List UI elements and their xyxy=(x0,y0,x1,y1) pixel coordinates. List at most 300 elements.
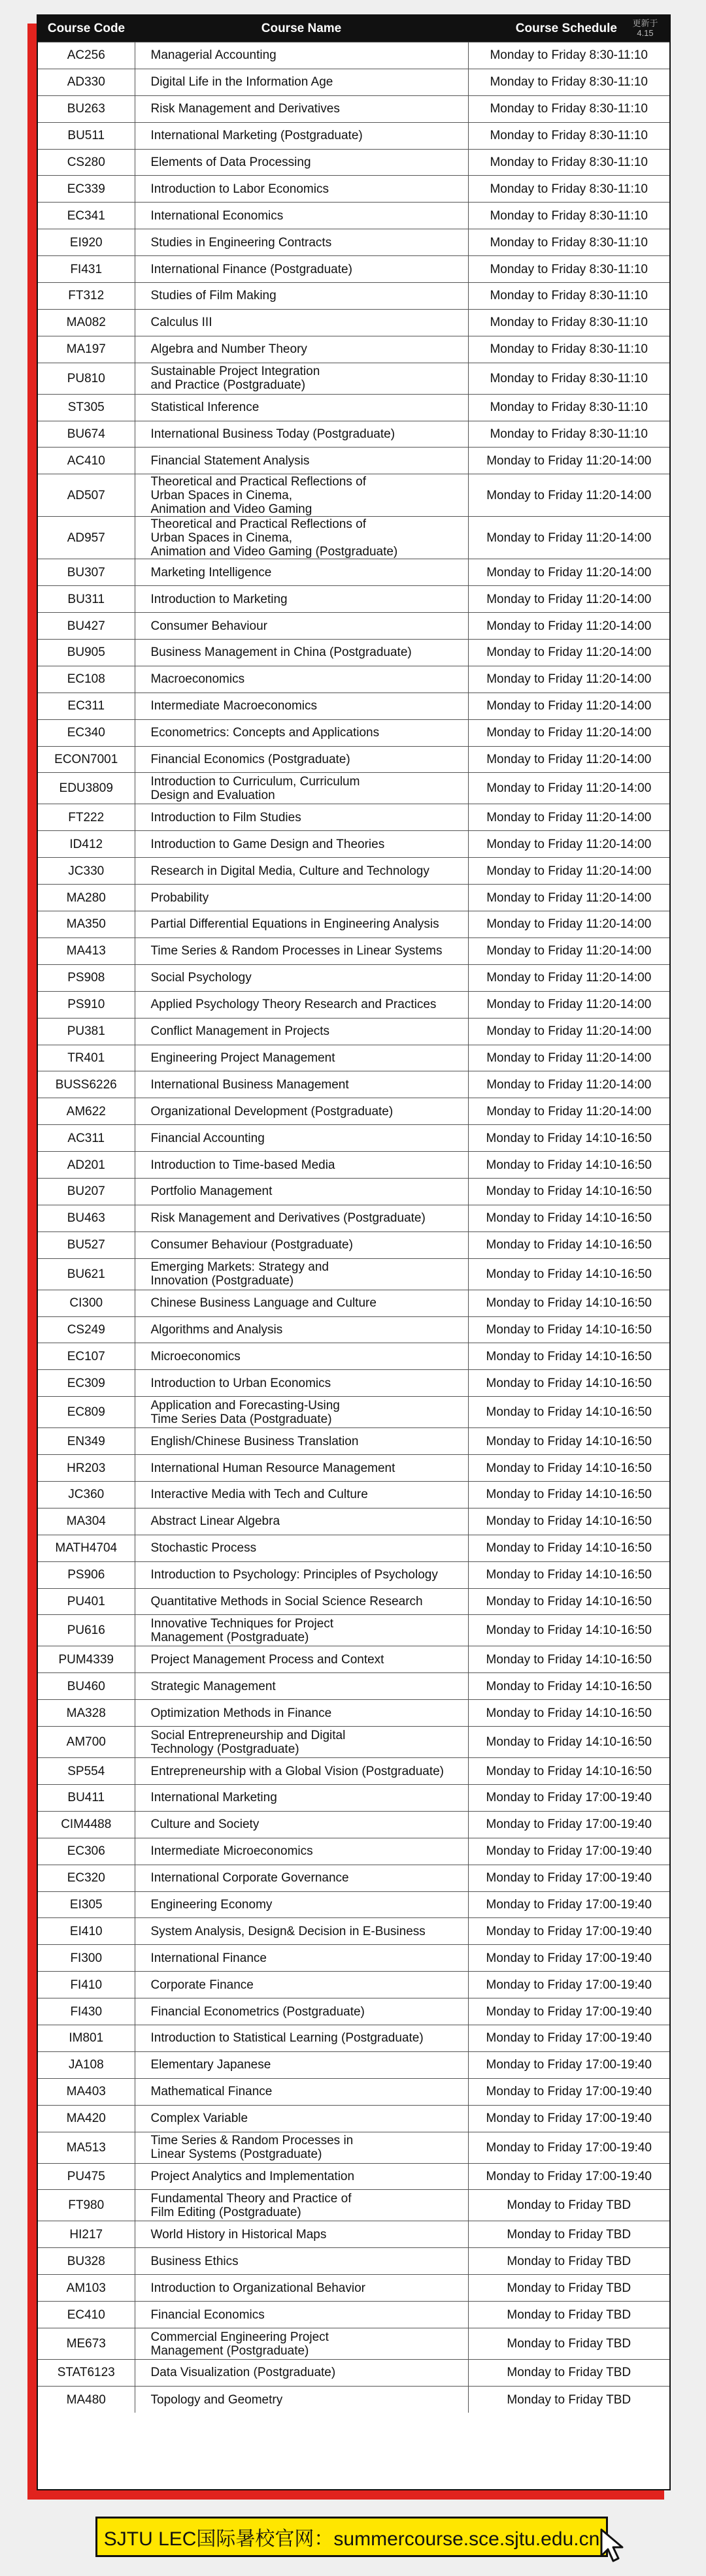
table-row xyxy=(38,1258,669,1290)
course-schedule-cell: Monday to Friday 17:00-19:40 xyxy=(468,1784,669,1811)
course-code-cell: EI305 xyxy=(38,1891,135,1918)
course-code-cell: EC320 xyxy=(38,1865,135,1891)
table-row xyxy=(38,586,669,613)
banner-text: SJTU LEC国际暑校官网：summercourse.sce.sjtu.edu.cn xyxy=(103,2528,600,2550)
course-schedule-cell: Monday to Friday 14:10-16:50 xyxy=(468,1370,669,1397)
course-code-cell: MA480 xyxy=(38,2386,135,2413)
red-accent-bottom xyxy=(27,2490,664,2500)
course-schedule-cell: Monday to Friday 11:20-14:00 xyxy=(468,746,669,773)
table-row xyxy=(38,2328,669,2360)
table-row xyxy=(38,773,669,804)
course-name-cell: Financial Accounting xyxy=(135,1125,468,1152)
course-code-cell: BU427 xyxy=(38,613,135,640)
table-row xyxy=(38,122,669,149)
course-name-cell: Chinese Business Language and Culture xyxy=(135,1290,468,1316)
course-schedule-cell: Monday to Friday 8:30-11:10 xyxy=(468,256,669,283)
course-code-cell: STAT6123 xyxy=(38,2360,135,2387)
course-code-cell: ID412 xyxy=(38,831,135,858)
course-name-cell: Introduction to Marketing xyxy=(135,586,468,613)
course-name-cell: Social Psychology xyxy=(135,964,468,991)
course-name-cell: Corporate Finance xyxy=(135,1972,468,1998)
course-name-cell: Project Analytics and Implementation xyxy=(135,2163,468,2190)
course-schedule-cell: Monday to Friday 11:20-14:00 xyxy=(468,858,669,885)
course-code-cell: MA197 xyxy=(38,336,135,363)
course-schedule-cell: Monday to Friday TBD xyxy=(468,2360,669,2387)
course-schedule-cell: Monday to Friday 11:20-14:00 xyxy=(468,911,669,938)
course-name-cell: Abstract Linear Algebra xyxy=(135,1508,468,1535)
course-code-cell: EC341 xyxy=(38,203,135,229)
table-row xyxy=(38,1481,669,1508)
course-schedule-cell: Monday to Friday 17:00-19:40 xyxy=(468,2132,669,2163)
table-row xyxy=(38,1508,669,1535)
course-name-cell: Digital Life in the Information Age xyxy=(135,69,468,95)
course-code-cell: IM801 xyxy=(38,2025,135,2052)
course-code-cell: BU527 xyxy=(38,1231,135,1258)
website-banner[interactable] xyxy=(95,2517,608,2557)
course-code-cell: EC339 xyxy=(38,176,135,203)
course-schedule-cell: Monday to Friday 8:30-11:10 xyxy=(468,309,669,336)
table-row xyxy=(38,1205,669,1231)
course-code-cell: AC311 xyxy=(38,1125,135,1152)
course-schedule-cell: Monday to Friday 11:20-14:00 xyxy=(468,831,669,858)
course-code-cell: MATH4704 xyxy=(38,1535,135,1561)
course-schedule-cell: Monday to Friday TBD xyxy=(468,2302,669,2328)
course-name-cell: Elements of Data Processing xyxy=(135,149,468,176)
course-name-cell: Stochastic Process xyxy=(135,1535,468,1561)
course-schedule-cell: Monday to Friday 11:20-14:00 xyxy=(468,991,669,1018)
course-name-cell: Consumer Behaviour xyxy=(135,613,468,640)
course-name-cell: Introduction to Statistical Learning (Postgraduate) xyxy=(135,2025,468,2052)
course-schedule-cell: Monday to Friday 8:30-11:10 xyxy=(468,336,669,363)
table-row xyxy=(38,666,669,693)
course-name-cell: Probability xyxy=(135,885,468,911)
course-name-cell: Studies in Engineering Contracts xyxy=(135,229,468,256)
table-row xyxy=(38,1370,669,1397)
table-row xyxy=(38,2163,669,2190)
course-code-cell: BU307 xyxy=(38,559,135,586)
course-schedule-cell: Monday to Friday 11:20-14:00 xyxy=(468,693,669,719)
course-schedule-cell: Monday to Friday 14:10-16:50 xyxy=(468,1258,669,1290)
course-name-cell: Econometrics: Concepts and Applications xyxy=(135,719,468,746)
table-row xyxy=(38,363,669,394)
course-schedule-cell: Monday to Friday 14:10-16:50 xyxy=(468,1758,669,1785)
course-schedule-cell: Monday to Friday 17:00-19:40 xyxy=(468,2078,669,2105)
course-name-cell: Financial Econometrics (Postgraduate) xyxy=(135,1998,468,2025)
course-schedule-cell: Monday to Friday TBD xyxy=(468,2248,669,2275)
course-code-cell: ST305 xyxy=(38,394,135,421)
table-row xyxy=(38,1891,669,1918)
course-schedule-cell: Monday to Friday 11:20-14:00 xyxy=(468,559,669,586)
course-schedule-cell: Monday to Friday 11:20-14:00 xyxy=(468,885,669,911)
table-row xyxy=(38,336,669,363)
header-course-name: Course Name xyxy=(135,16,468,42)
course-schedule-cell: Monday to Friday 14:10-16:50 xyxy=(468,1561,669,1588)
table-row xyxy=(38,1972,669,1998)
course-name-cell: Business Ethics xyxy=(135,2248,468,2275)
course-schedule-cell: Monday to Friday 14:10-16:50 xyxy=(468,1535,669,1561)
course-code-cell: BU263 xyxy=(38,95,135,122)
table-row xyxy=(38,2025,669,2052)
course-code-cell: CS249 xyxy=(38,1316,135,1343)
course-name-cell: International Business Management xyxy=(135,1071,468,1098)
course-schedule-cell: Monday to Friday 14:10-16:50 xyxy=(468,1455,669,1482)
course-schedule-cell: Monday to Friday 14:10-16:50 xyxy=(468,1397,669,1428)
course-name-cell: Introduction to Organizational Behavior xyxy=(135,2275,468,2302)
table-row xyxy=(38,964,669,991)
table-row xyxy=(38,1018,669,1045)
course-schedule-cell: Monday to Friday 11:20-14:00 xyxy=(468,773,669,804)
table-row xyxy=(38,991,669,1018)
course-name-cell: Application and Forecasting-Using Time Series Data (Postgraduate) xyxy=(135,1397,468,1428)
course-name-cell: Social Entrepreneurship and Digital Technology (Postgraduate) xyxy=(135,1727,468,1758)
table-row xyxy=(38,1231,669,1258)
course-name-cell: Complex Variable xyxy=(135,2105,468,2132)
course-code-cell: AM622 xyxy=(38,1098,135,1125)
table-row xyxy=(38,693,669,719)
course-name-cell: International Human Resource Management xyxy=(135,1455,468,1482)
course-table-card xyxy=(37,14,671,2490)
course-code-cell: EC309 xyxy=(38,1370,135,1397)
table-row xyxy=(38,474,669,517)
header-schedule-label: Course Schedule xyxy=(515,22,617,35)
header-course-code: Course Code xyxy=(38,16,135,42)
course-schedule-cell: Monday to Friday 17:00-19:40 xyxy=(468,2105,669,2132)
table-row xyxy=(38,1673,669,1700)
course-schedule-cell: Monday to Friday 17:00-19:40 xyxy=(468,2163,669,2190)
course-name-cell: International Marketing xyxy=(135,1784,468,1811)
table-row xyxy=(38,2302,669,2328)
course-code-cell: AC256 xyxy=(38,42,135,69)
course-schedule-cell: Monday to Friday 11:20-14:00 xyxy=(468,1018,669,1045)
course-code-cell: FI410 xyxy=(38,1972,135,1998)
table-row xyxy=(38,229,669,256)
updated-note: 更新于 4.15 xyxy=(632,18,658,38)
table-row xyxy=(38,1918,669,1945)
table-row xyxy=(38,1290,669,1316)
course-schedule-cell: Monday to Friday 17:00-19:40 xyxy=(468,1865,669,1891)
course-name-cell: Macroeconomics xyxy=(135,666,468,693)
course-name-cell: Risk Management and Derivatives xyxy=(135,95,468,122)
table-row xyxy=(38,1811,669,1838)
course-name-cell: Algorithms and Analysis xyxy=(135,1316,468,1343)
course-name-cell: Consumer Behaviour (Postgraduate) xyxy=(135,1231,468,1258)
course-name-cell: Mathematical Finance xyxy=(135,2078,468,2105)
header-course-schedule xyxy=(468,16,669,42)
table-row xyxy=(38,1152,669,1179)
table-row xyxy=(38,1045,669,1071)
table-row xyxy=(38,559,669,586)
course-name-cell: Research in Digital Media, Culture and Technology xyxy=(135,858,468,885)
table-row xyxy=(38,283,669,310)
table-row xyxy=(38,95,669,122)
course-code-cell: MA413 xyxy=(38,937,135,964)
course-name-cell: International Marketing (Postgraduate) xyxy=(135,122,468,149)
course-code-cell: JC360 xyxy=(38,1481,135,1508)
course-code-cell: AM700 xyxy=(38,1727,135,1758)
course-code-cell: AD330 xyxy=(38,69,135,95)
course-code-cell: SP554 xyxy=(38,1758,135,1785)
course-name-cell: Data Visualization (Postgraduate) xyxy=(135,2360,468,2387)
course-name-cell: Optimization Methods in Finance xyxy=(135,1700,468,1727)
course-name-cell: Conflict Management in Projects xyxy=(135,1018,468,1045)
table-row xyxy=(38,1865,669,1891)
course-schedule-cell: Monday to Friday 14:10-16:50 xyxy=(468,1615,669,1646)
course-schedule-cell: Monday to Friday 8:30-11:10 xyxy=(468,95,669,122)
course-name-cell: Time Series & Random Processes in Linear Systems xyxy=(135,937,468,964)
course-code-cell: PUM4339 xyxy=(38,1646,135,1673)
course-code-cell: EC306 xyxy=(38,1838,135,1865)
course-schedule-cell: Monday to Friday 17:00-19:40 xyxy=(468,1838,669,1865)
course-code-cell: EC809 xyxy=(38,1397,135,1428)
course-name-cell: Introduction to Curriculum, Curriculum Design and Evaluation xyxy=(135,773,468,804)
course-name-cell: Intermediate Macroeconomics xyxy=(135,693,468,719)
table-row xyxy=(38,1945,669,1972)
course-code-cell: FT312 xyxy=(38,283,135,310)
course-name-cell: Portfolio Management xyxy=(135,1178,468,1205)
course-code-cell: AC410 xyxy=(38,448,135,474)
course-schedule-cell: Monday to Friday 17:00-19:40 xyxy=(468,1918,669,1945)
course-schedule-cell: Monday to Friday 14:10-16:50 xyxy=(468,1673,669,1700)
table-row xyxy=(38,2078,669,2105)
table-row xyxy=(38,1343,669,1370)
course-schedule-cell: Monday to Friday 14:10-16:50 xyxy=(468,1428,669,1455)
course-name-cell: Theoretical and Practical Reflections of Urban Spaces in Cinema, Animation and Video Gaming xyxy=(135,474,468,517)
table-row xyxy=(38,448,669,474)
course-name-cell: Risk Management and Derivatives (Postgraduate) xyxy=(135,1205,468,1231)
course-schedule-cell: Monday to Friday 11:20-14:00 xyxy=(468,666,669,693)
table-row xyxy=(38,2105,669,2132)
table-row xyxy=(38,2360,669,2387)
course-schedule-cell: Monday to Friday 17:00-19:40 xyxy=(468,1891,669,1918)
course-code-cell: HR203 xyxy=(38,1455,135,1482)
course-schedule-cell: Monday to Friday 11:20-14:00 xyxy=(468,804,669,831)
course-name-cell: Culture and Society xyxy=(135,1811,468,1838)
course-code-cell: CIM4488 xyxy=(38,1811,135,1838)
course-schedule-cell: Monday to Friday TBD xyxy=(468,2221,669,2248)
course-name-cell: Commercial Engineering Project Management (Postgraduate) xyxy=(135,2328,468,2360)
course-code-cell: BU460 xyxy=(38,1673,135,1700)
course-schedule-cell: Monday to Friday 17:00-19:40 xyxy=(468,1972,669,1998)
course-schedule-cell: Monday to Friday 11:20-14:00 xyxy=(468,586,669,613)
course-code-cell: MA513 xyxy=(38,2132,135,2163)
table-row xyxy=(38,640,669,666)
course-code-cell: FT980 xyxy=(38,2190,135,2221)
course-schedule-cell: Monday to Friday 11:20-14:00 xyxy=(468,474,669,517)
table-row xyxy=(38,421,669,448)
table-row xyxy=(38,1615,669,1646)
table-row xyxy=(38,394,669,421)
course-code-cell: JA108 xyxy=(38,2051,135,2078)
course-name-cell: Algebra and Number Theory xyxy=(135,336,468,363)
course-name-cell: Interactive Media with Tech and Culture xyxy=(135,1481,468,1508)
table-row xyxy=(38,1588,669,1615)
course-code-cell: CS280 xyxy=(38,149,135,176)
course-name-cell: Managerial Accounting xyxy=(135,42,468,69)
course-code-cell: EC108 xyxy=(38,666,135,693)
course-name-cell: Intermediate Microeconomics xyxy=(135,1838,468,1865)
course-schedule-cell: Monday to Friday 11:20-14:00 xyxy=(468,640,669,666)
table-row xyxy=(38,1428,669,1455)
course-code-cell: MA280 xyxy=(38,885,135,911)
table-row xyxy=(38,2051,669,2078)
course-name-cell: Introduction to Labor Economics xyxy=(135,176,468,203)
table-row xyxy=(38,1098,669,1125)
course-name-cell: World History in Historical Maps xyxy=(135,2221,468,2248)
course-table-body xyxy=(38,42,669,2413)
table-row xyxy=(38,613,669,640)
course-name-cell: Introduction to Film Studies xyxy=(135,804,468,831)
table-row xyxy=(38,746,669,773)
course-code-cell: EC340 xyxy=(38,719,135,746)
course-code-cell: PS906 xyxy=(38,1561,135,1588)
table-row xyxy=(38,1561,669,1588)
course-schedule-cell: Monday to Friday 14:10-16:50 xyxy=(468,1205,669,1231)
course-name-cell: Business Management in China (Postgraduate) xyxy=(135,640,468,666)
course-schedule-cell: Monday to Friday 14:10-16:50 xyxy=(468,1700,669,1727)
course-schedule-cell: Monday to Friday 8:30-11:10 xyxy=(468,176,669,203)
table-row xyxy=(38,2386,669,2413)
course-schedule-cell: Monday to Friday TBD xyxy=(468,2275,669,2302)
course-code-cell: AD201 xyxy=(38,1152,135,1179)
course-schedule-cell: Monday to Friday 8:30-11:10 xyxy=(468,122,669,149)
course-code-cell: MA420 xyxy=(38,2105,135,2132)
course-code-cell: BU328 xyxy=(38,2248,135,2275)
course-schedule-cell: Monday to Friday 14:10-16:50 xyxy=(468,1316,669,1343)
course-name-cell: Innovative Techniques for Project Management (Postgraduate) xyxy=(135,1615,468,1646)
table-row xyxy=(38,1758,669,1785)
course-name-cell: Calculus III xyxy=(135,309,468,336)
course-name-cell: English/Chinese Business Translation xyxy=(135,1428,468,1455)
table-row xyxy=(38,2275,669,2302)
course-name-cell: Sustainable Project Integration and Practice (Postgraduate) xyxy=(135,363,468,394)
table-row xyxy=(38,256,669,283)
course-schedule-cell: Monday to Friday 14:10-16:50 xyxy=(468,1727,669,1758)
course-code-cell: PS908 xyxy=(38,964,135,991)
course-name-cell: System Analysis, Design& Decision in E-Business xyxy=(135,1918,468,1945)
course-code-cell: BU621 xyxy=(38,1258,135,1290)
table-row xyxy=(38,937,669,964)
course-code-cell: PU381 xyxy=(38,1018,135,1045)
course-name-cell: Engineering Project Management xyxy=(135,1045,468,1071)
table-row xyxy=(38,2248,669,2275)
table-row xyxy=(38,1178,669,1205)
course-name-cell: International Corporate Governance xyxy=(135,1865,468,1891)
course-name-cell: Project Management Process and Context xyxy=(135,1646,468,1673)
course-name-cell: Introduction to Urban Economics xyxy=(135,1370,468,1397)
course-name-cell: Introduction to Time-based Media xyxy=(135,1152,468,1179)
course-code-cell: EC311 xyxy=(38,693,135,719)
course-name-cell: Financial Statement Analysis xyxy=(135,448,468,474)
table-row xyxy=(38,858,669,885)
course-name-cell: International Finance xyxy=(135,1945,468,1972)
course-name-cell: Marketing Intelligence xyxy=(135,559,468,586)
course-schedule-cell: Monday to Friday 17:00-19:40 xyxy=(468,2051,669,2078)
course-name-cell: Theoretical and Practical Reflections of Urban Spaces in Cinema, Animation and Video Gaming (Postgraduate) xyxy=(135,517,468,559)
course-code-cell: BU411 xyxy=(38,1784,135,1811)
course-schedule-cell: Monday to Friday 11:20-14:00 xyxy=(468,613,669,640)
table-row xyxy=(38,517,669,559)
table-row xyxy=(38,1535,669,1561)
course-code-cell: EC107 xyxy=(38,1343,135,1370)
course-schedule-cell: Monday to Friday 11:20-14:00 xyxy=(468,517,669,559)
course-schedule-cell: Monday to Friday 11:20-14:00 xyxy=(468,719,669,746)
course-name-cell: Strategic Management xyxy=(135,1673,468,1700)
course-schedule-cell: Monday to Friday 17:00-19:40 xyxy=(468,1998,669,2025)
table-row xyxy=(38,309,669,336)
table-row xyxy=(38,69,669,95)
course-name-cell: Emerging Markets: Strategy and Innovation (Postgraduate) xyxy=(135,1258,468,1290)
course-name-cell: Fundamental Theory and Practice of Film Editing (Postgraduate) xyxy=(135,2190,468,2221)
course-schedule-cell: Monday to Friday 11:20-14:00 xyxy=(468,1045,669,1071)
table-row xyxy=(38,911,669,938)
course-schedule-cell: Monday to Friday 8:30-11:10 xyxy=(468,283,669,310)
course-schedule-cell: Monday to Friday 11:20-14:00 xyxy=(468,1098,669,1125)
course-name-cell: Elementary Japanese xyxy=(135,2051,468,2078)
course-name-cell: Quantitative Methods in Social Science Research xyxy=(135,1588,468,1615)
table-row xyxy=(38,804,669,831)
course-schedule-cell: Monday to Friday 17:00-19:40 xyxy=(468,1945,669,1972)
course-schedule-cell: Monday to Friday 14:10-16:50 xyxy=(468,1125,669,1152)
course-code-cell: FI300 xyxy=(38,1945,135,1972)
course-code-cell: FI431 xyxy=(38,256,135,283)
course-schedule-cell: Monday to Friday 11:20-14:00 xyxy=(468,937,669,964)
course-code-cell: PS910 xyxy=(38,991,135,1018)
table-row xyxy=(38,885,669,911)
table-row xyxy=(38,1998,669,2025)
course-code-cell: AD957 xyxy=(38,517,135,559)
course-schedule-cell: Monday to Friday 17:00-19:40 xyxy=(468,1811,669,1838)
course-schedule-cell: Monday to Friday TBD xyxy=(468,2190,669,2221)
course-schedule-cell: Monday to Friday 8:30-11:10 xyxy=(468,394,669,421)
course-name-cell: Introduction to Psychology: Principles of Psychology xyxy=(135,1561,468,1588)
course-code-cell: BU905 xyxy=(38,640,135,666)
course-schedule-cell: Monday to Friday 8:30-11:10 xyxy=(468,229,669,256)
course-code-cell: FT222 xyxy=(38,804,135,831)
course-schedule-cell: Monday to Friday 14:10-16:50 xyxy=(468,1588,669,1615)
table-row xyxy=(38,1727,669,1758)
course-schedule-cell: Monday to Friday 8:30-11:10 xyxy=(468,69,669,95)
course-code-cell: ME673 xyxy=(38,2328,135,2360)
course-code-cell: AM103 xyxy=(38,2275,135,2302)
course-code-cell: EC410 xyxy=(38,2302,135,2328)
table-row xyxy=(38,2221,669,2248)
course-code-cell: HI217 xyxy=(38,2221,135,2248)
course-name-cell: Introduction to Game Design and Theories xyxy=(135,831,468,858)
table-row xyxy=(38,1646,669,1673)
course-code-cell: BUSS6226 xyxy=(38,1071,135,1098)
course-code-cell: ECON7001 xyxy=(38,746,135,773)
course-schedule-cell: Monday to Friday 17:00-19:40 xyxy=(468,2025,669,2052)
course-code-cell: AD507 xyxy=(38,474,135,517)
course-code-cell: EN349 xyxy=(38,1428,135,1455)
table-row xyxy=(38,1125,669,1152)
course-code-cell: PU475 xyxy=(38,2163,135,2190)
course-code-cell: MA350 xyxy=(38,911,135,938)
table-row xyxy=(38,719,669,746)
table-row xyxy=(38,203,669,229)
course-code-cell: EI410 xyxy=(38,1918,135,1945)
table-header-row xyxy=(38,16,669,42)
table-row xyxy=(38,1838,669,1865)
course-table xyxy=(38,16,669,2413)
course-schedule-cell: Monday to Friday 11:20-14:00 xyxy=(468,448,669,474)
course-code-cell: TR401 xyxy=(38,1045,135,1071)
course-code-cell: EI920 xyxy=(38,229,135,256)
pointer-cursor-icon xyxy=(597,2527,631,2566)
course-code-cell: PU401 xyxy=(38,1588,135,1615)
course-schedule-cell: Monday to Friday TBD xyxy=(468,2328,669,2360)
table-row xyxy=(38,176,669,203)
